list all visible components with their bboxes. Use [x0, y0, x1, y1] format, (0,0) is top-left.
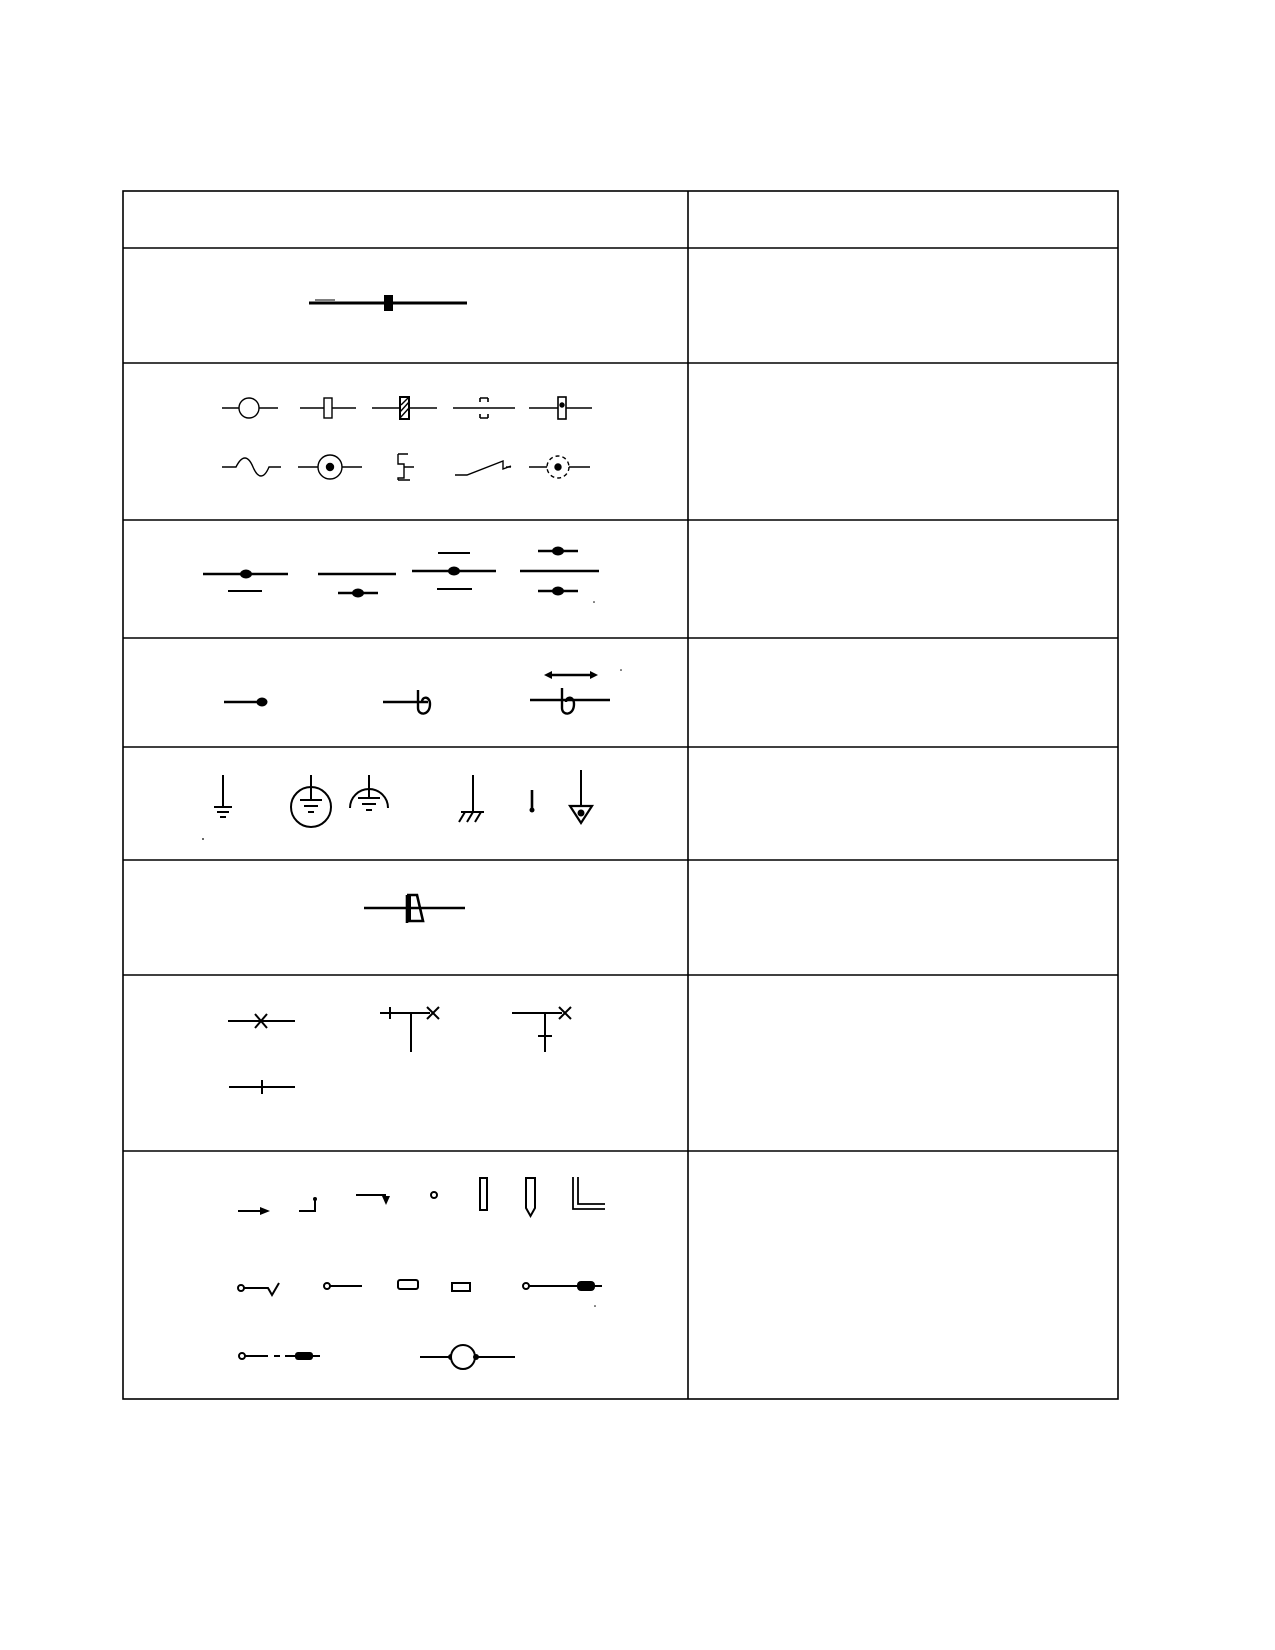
row-8-symbols: [238, 1177, 605, 1369]
bell-connector: [364, 895, 465, 923]
triple-line-dot-middle: [412, 553, 496, 589]
row-2-symbols: [222, 397, 592, 480]
tee-with-x: [380, 1007, 439, 1052]
small-rect: [452, 1283, 470, 1291]
half-circle-ground: [350, 775, 388, 810]
line-end-hook: [383, 690, 430, 714]
l-shape: [573, 1177, 605, 1209]
circle-line-plug: [523, 1281, 602, 1307]
row-6-symbols: [364, 895, 465, 923]
row-1-symbols: [309, 295, 467, 311]
short-terminal: [530, 790, 535, 813]
small-circle: [431, 1192, 437, 1198]
zigzag-line: [455, 461, 511, 475]
tall-rect: [480, 1178, 487, 1210]
hatched-rect-inline: [372, 397, 437, 419]
row-3-symbols: [203, 547, 599, 603]
circle-line: [324, 1283, 362, 1289]
stray-dot: [202, 838, 204, 840]
triangle-ground: [570, 770, 592, 823]
table-grid: [123, 191, 1118, 1399]
chassis-ground: [459, 775, 484, 822]
corner-down: [356, 1195, 390, 1205]
rect-with-dot-inline: [529, 397, 592, 419]
line-with-x: [228, 1014, 295, 1028]
tee-with-x-and-tick: [512, 1007, 571, 1052]
corner-up: [299, 1197, 317, 1211]
tall-rect-pointed: [526, 1178, 535, 1216]
row-4-symbols: [224, 669, 622, 713]
circled-ground: [291, 775, 331, 827]
line-with-tick: [229, 1080, 295, 1094]
stepped-bracket: [398, 454, 414, 480]
circle-dash-plug: [239, 1352, 320, 1360]
large-circle-inline: [420, 1345, 515, 1369]
row-5-symbols: [202, 770, 592, 840]
triple-line-dots-outer: [520, 547, 599, 603]
rounded-rect: [398, 1280, 418, 1289]
double-line-dot-top: [203, 570, 288, 592]
small-rect-inline: [300, 398, 356, 418]
circle-hook: [238, 1283, 279, 1295]
dashed-bracket-inline: [453, 398, 515, 418]
ground-symbol: [214, 775, 232, 817]
arrow-end: [238, 1207, 270, 1215]
open-circle-inline: [222, 398, 278, 418]
row-7-symbols: [228, 1007, 571, 1094]
double-line-dot-bottom: [318, 574, 396, 598]
line-hook-with-arrow: [530, 669, 622, 713]
circle-with-dot-inline: [298, 455, 362, 479]
wavy-line: [222, 458, 281, 476]
dashed-circle-with-dot: [529, 456, 590, 478]
splice-bar-symbol: [309, 295, 467, 311]
line-end-dot: [224, 698, 268, 707]
